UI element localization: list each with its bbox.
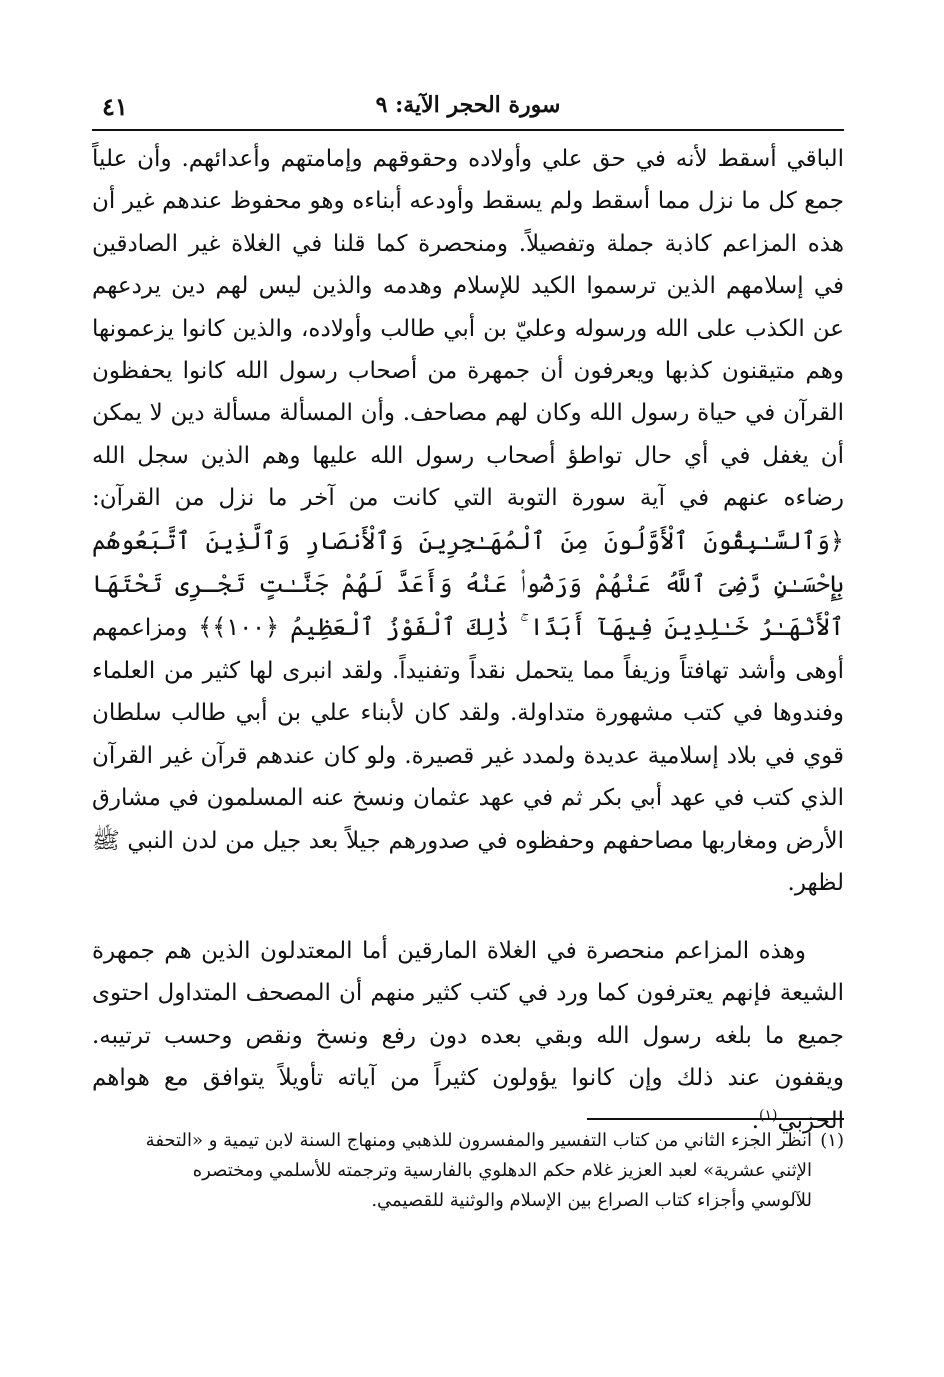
footnote-number: (١) [820, 1130, 844, 1151]
paragraph-2-text: وهذه المزاعم منحصرة في الغلاة المارقين أما المعتدلون الذين هم جمهرة الشيعة فإنهم يعترفون كما ورد في كتب كثير منهم أن المصحف المتداول احتوى جميع ما بلغه رسول الله وبقي بعده دون رفع ونسخ ونقص وحسب ترتيبه. ويقفون عند ذلك وإن كانوا يؤولون كثيراً من آياته تأويلاً يتوافق مع هواهم الحزبي [92, 938, 844, 1134]
text-after-quran: ومزاعمهم أوهى وأشد تهافتاً وزيفاً مما يتحمل نقداً وتفنيداً. ولقد انبرى لها كثير من العلماء وفندوها في كتب مشهورة متداولة. ولقد كان لأبناء علي بن أبي طالب سلطان قوي في بلاد إسلامية عديدة ولمدد غير قصيرة. ولو كان عندهم قرآن غير القرآن الذي كتب في عهد أبي بكر ثم في عهد عثمان ونسخ عنه المسلمون في مشارق الأرض ومغاربها مصاحفهم وحفظوه في صدورهم جيلاً بعد جيل من لدن النبي ﷺ لظهر. [92, 615, 844, 896]
paragraph-text [92, 138, 844, 904]
paragraph-2-end: . [751, 1107, 760, 1134]
footnote-text-line-3: للآلوسي وأجزاء كتاب الصراع بين الإسلام والوثنية للقصيمي. [371, 1190, 812, 1211]
footnote-line-1 [92, 1126, 844, 1156]
footnote-reference[interactable]: (١) [759, 1106, 778, 1123]
page-header [92, 88, 844, 128]
header-divider [92, 129, 844, 131]
main-paragraph-2 [92, 930, 844, 1142]
footnote-text-line-2: الإثني عشرية» لعبد العزيز غلام حكم الدهلوي بالفارسية وترجمته للأسلمي ومختصره [192, 1160, 812, 1181]
quran-verse: ﴿وَٱلسَّـٰبِقُونَ ٱلْأَوَّلُونَ مِنَ ٱلْمُهَـٰجِرِينَ وَٱلْأَنصَارِ وَٱلَّذِينَ ٱتَّبَعُوهُم بِإِحْسَـٰنٍ رَّضِىَ ٱللَّهُ عَنْهُمْ وَرَضُوا۟ عَنْهُ وَأَعَدَّ لَهُمْ جَنَّـٰتٍ تَجْـرِى تَحْتَهَا ٱلْأَنْهَـٰرُ خَـٰلِدِينَ فِيهَآ أَبَدًا ۚ ذَٰلِكَ ٱلْفَوْزُ ٱلْعَظِيمُ ﴿١٠٠﴾﴾ [92, 526, 845, 642]
main-paragraph-1 [92, 138, 844, 904]
paragraph-text [92, 930, 844, 1142]
footnote-1 [92, 1126, 844, 1216]
running-title: سورة الحجر الآية: ٩ [375, 92, 561, 118]
footnote-text-line-1: انظر الجزء الثاني من كتاب التفسير والمفسرون للذهبي ومنهاج السنة لابن تيمية و «التحفة [145, 1130, 812, 1151]
page-number: ٤١ [102, 92, 128, 121]
text-before-quran: الباقي أسقط لأنه في حق علي وأولاده وحقوقهم وإمامتهم وأعدائهم. وأن علياً جمع كل ما نزل مما أسقط ولم يسقط وأودعه أبناءه وهو محفوظ عندهم غير أن هذه المزاعم كاذبة جملة وتفصيلاً. ومنحصرة كما قلنا في الغلاة غير الصادقين في إسلامهم الذين ترسموا الكيد للإسلام وهدمه والذين ليس لهم دين يردعهم عن الكذب على الله ورسوله وعليّ بن أبي طالب وأولاده، والذين كانوا يزعمونها وهم متيقنون كذبها ويعرفون أن جمهرة من أصحاب رسول الله كانوا يحفظون القرآن في حياة رسول الله وكان لهم مصاحف. وأن المسألة مسألة دين لا يمكن أن يغفل في أي حال تواطؤ أصحاب رسول الله عليها وهم الذين سجل الله رضاءه عنهم في آية سورة التوبة التي كانت من آخر ما نزل من القرآن: [92, 146, 845, 512]
footnote-divider [587, 1118, 844, 1120]
